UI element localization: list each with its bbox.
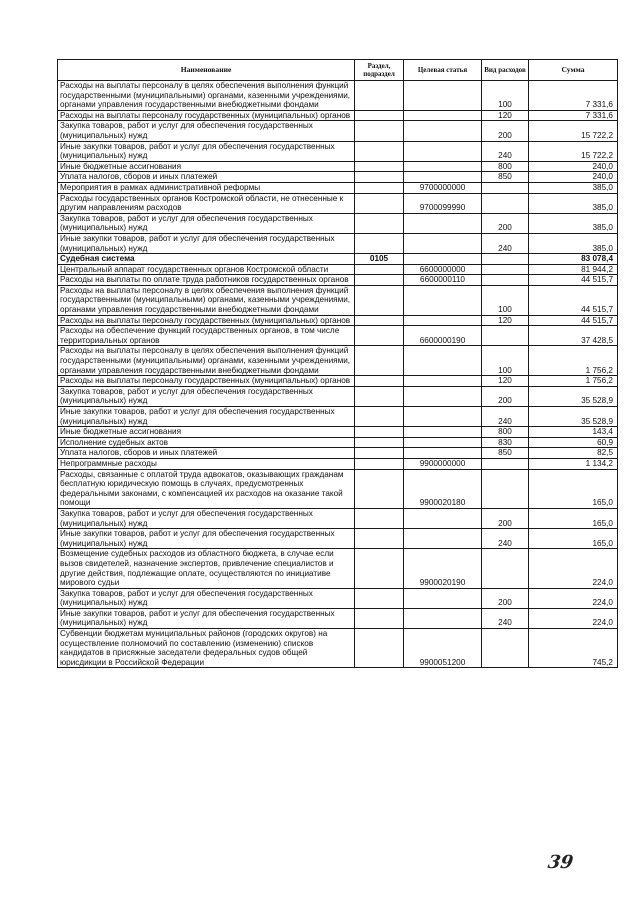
cell-sum: 224,0 (529, 549, 618, 588)
header-name: Наименование (58, 60, 355, 81)
cell-name: Мероприятия в рамках административной реформы (58, 182, 355, 193)
cell-name: Расходы на выплаты персоналу в целях обеспечения выполнения функций государственными (муниципальными) органами, казенными учреждениями, органами управления государственными внебюджетными фондами (58, 346, 355, 376)
cell-name: Иные закупки товаров, работ и услуг для обеспечения государственных (муниципальных) нужд (58, 529, 355, 549)
cell-section (355, 161, 404, 172)
cell-section (355, 386, 404, 406)
cell-name: Закупка товаров, работ и услуг для обеспечения государственных (муниципальных) нужд (58, 121, 355, 141)
cell-name: Иные бюджетные ассигнования (58, 427, 355, 438)
cell-target (404, 376, 482, 387)
cell-target: 9700099990 (404, 193, 482, 213)
cell-name: Иные закупки товаров, работ и услуг для обеспечения государственных (муниципальных) нужд (58, 608, 355, 628)
cell-kind: 200 (482, 386, 529, 406)
table-row (58, 469, 618, 508)
table-row (58, 427, 618, 438)
table-row (58, 326, 618, 346)
table-row (58, 81, 618, 111)
cell-name: Субвенции бюджетам муниципальных районов (городских округов) на осуществление полномочий по составлению (изменению) списков кандидатов в присяжные заседатели федеральных судов общей юрисдикции в Российской Федерации (58, 629, 355, 668)
table-row (58, 172, 618, 183)
cell-name: Закупка товаров, работ и услуг для обеспечения государственных (муниципальных) нужд (58, 588, 355, 608)
cell-target: 6600000110 (404, 275, 482, 286)
cell-sum: 385,0 (529, 233, 618, 253)
cell-sum: 35 528,9 (529, 386, 618, 406)
cell-kind (482, 469, 529, 508)
table-row (58, 386, 618, 406)
cell-section (355, 141, 404, 161)
cell-sum: 44 515,7 (529, 285, 618, 315)
cell-section (355, 285, 404, 315)
cell-name: Иные закупки товаров, работ и услуг для обеспечения государственных (муниципальных) нужд (58, 233, 355, 253)
cell-name: Возмещение судебных расходов из областного бюджета, в случае если вызов свидетелей, назначение экспертов, привлечение специалистов и другие действия, подлежащие оплате, осуществляются по инициативе мирового судьи (58, 549, 355, 588)
cell-kind (482, 182, 529, 193)
cell-target: 9900051200 (404, 629, 482, 668)
cell-sum: 81 944,2 (529, 264, 618, 275)
cell-name: Исполнение судебных актов (58, 437, 355, 448)
cell-target (404, 448, 482, 459)
cell-name: Закупка товаров, работ и услуг для обеспечения государственных (муниципальных) нужд (58, 386, 355, 406)
table-row (58, 254, 618, 265)
table-row (58, 161, 618, 172)
cell-section (355, 233, 404, 253)
cell-target: 6600000000 (404, 264, 482, 275)
table-row (58, 458, 618, 469)
cell-name: Расходы на выплаты персоналу государственных (муниципальных) органов (58, 110, 355, 121)
cell-section (355, 264, 404, 275)
cell-name: Расходы, связанные с оплатой труда адвокатов, оказывающих гражданам бесплатную юридическую помощь в случаях, предусмотренных федеральными законами, с компенсацией их расходов на оказание такой помощи (58, 469, 355, 508)
cell-section (355, 508, 404, 528)
table-row (58, 110, 618, 121)
cell-sum: 37 428,5 (529, 326, 618, 346)
cell-section (355, 275, 404, 286)
cell-target (404, 315, 482, 326)
cell-sum: 35 528,9 (529, 407, 618, 427)
table-row (58, 275, 618, 286)
cell-sum: 224,0 (529, 588, 618, 608)
cell-sum: 745,2 (529, 629, 618, 668)
cell-target (404, 172, 482, 183)
cell-kind: 200 (482, 508, 529, 528)
table-row (58, 437, 618, 448)
cell-kind: 200 (482, 213, 529, 233)
cell-name: Расходы на выплаты персоналу государственных (муниципальных) органов (58, 376, 355, 387)
cell-target (404, 81, 482, 111)
cell-section (355, 529, 404, 549)
cell-kind (482, 629, 529, 668)
table-row (58, 376, 618, 387)
cell-kind: 200 (482, 588, 529, 608)
cell-sum: 7 331,6 (529, 81, 618, 111)
cell-name: Расходы на обеспечение функций государственных органов, в том числе территориальных органов (58, 326, 355, 346)
cell-sum: 385,0 (529, 193, 618, 213)
cell-kind: 100 (482, 346, 529, 376)
cell-kind (482, 458, 529, 469)
cell-target (404, 508, 482, 528)
table-row (58, 141, 618, 161)
cell-section (355, 407, 404, 427)
cell-name: Непрограммные расходы (58, 458, 355, 469)
table-row (58, 315, 618, 326)
cell-kind: 830 (482, 437, 529, 448)
cell-kind: 240 (482, 529, 529, 549)
cell-kind: 120 (482, 315, 529, 326)
cell-kind: 240 (482, 233, 529, 253)
cell-kind: 850 (482, 172, 529, 183)
cell-target: 9700000000 (404, 182, 482, 193)
cell-section (355, 427, 404, 438)
cell-kind: 240 (482, 407, 529, 427)
cell-section (355, 213, 404, 233)
cell-target: 9900020180 (404, 469, 482, 508)
cell-sum: 165,0 (529, 529, 618, 549)
cell-sum: 7 331,6 (529, 110, 618, 121)
table-row (58, 588, 618, 608)
cell-sum: 385,0 (529, 213, 618, 233)
cell-kind (482, 275, 529, 286)
table-row (58, 193, 618, 213)
cell-target (404, 386, 482, 406)
cell-name: Центральный аппарат государственных органов Костромской области (58, 264, 355, 275)
table-row (58, 346, 618, 376)
table-row (58, 233, 618, 253)
cell-name: Иные закупки товаров, работ и услуг для обеспечения государственных (муниципальных) нужд (58, 407, 355, 427)
cell-sum: 15 722,2 (529, 121, 618, 141)
cell-section (355, 437, 404, 448)
cell-section (355, 549, 404, 588)
cell-target (404, 141, 482, 161)
cell-target (404, 588, 482, 608)
cell-sum: 60,9 (529, 437, 618, 448)
cell-name: Иные закупки товаров, работ и услуг для обеспечения государственных (муниципальных) нужд (58, 141, 355, 161)
cell-name: Уплата налогов, сборов и иных платежей (58, 448, 355, 459)
cell-name: Закупка товаров, работ и услуг для обеспечения государственных (муниципальных) нужд (58, 213, 355, 233)
cell-sum: 224,0 (529, 608, 618, 628)
cell-section (355, 458, 404, 469)
cell-section (355, 448, 404, 459)
cell-sum: 44 515,7 (529, 275, 618, 286)
cell-target: 9900020190 (404, 549, 482, 588)
cell-target (404, 427, 482, 438)
table-row (58, 608, 618, 628)
cell-target (404, 233, 482, 253)
cell-kind (482, 254, 529, 265)
cell-sum: 1 134,2 (529, 458, 618, 469)
cell-name: Расходы на выплаты по оплате труда работников государственных органов (58, 275, 355, 286)
table-body (58, 81, 618, 668)
cell-target (404, 161, 482, 172)
cell-section (355, 121, 404, 141)
cell-target (404, 407, 482, 427)
cell-section: 0105 (355, 254, 404, 265)
cell-section (355, 81, 404, 111)
cell-target: 6600000190 (404, 326, 482, 346)
cell-kind (482, 326, 529, 346)
cell-kind (482, 193, 529, 213)
cell-name: Уплата налогов, сборов и иных платежей (58, 172, 355, 183)
header-sum: Сумма (529, 60, 618, 81)
cell-kind: 120 (482, 110, 529, 121)
cell-kind: 800 (482, 427, 529, 438)
cell-section (355, 193, 404, 213)
cell-section (355, 110, 404, 121)
budget-document-page (57, 59, 617, 668)
table-row (58, 549, 618, 588)
table-row (58, 213, 618, 233)
cell-kind: 800 (482, 161, 529, 172)
expenditure-table (57, 59, 618, 668)
cell-name: Расходы на выплаты персоналу в целях обеспечения выполнения функций государственными (муниципальными) органами, казенными учреждениями, органами управления государственными внебюджетными фондами (58, 285, 355, 315)
cell-kind: 100 (482, 81, 529, 111)
table-row (58, 285, 618, 315)
cell-sum: 83 078,4 (529, 254, 618, 265)
table-row (58, 629, 618, 668)
cell-target: 9900000000 (404, 458, 482, 469)
cell-target (404, 121, 482, 141)
table-row (58, 448, 618, 459)
cell-sum: 143,4 (529, 427, 618, 438)
cell-kind: 120 (482, 376, 529, 387)
cell-sum: 240,0 (529, 172, 618, 183)
cell-section (355, 376, 404, 387)
cell-sum: 240,0 (529, 161, 618, 172)
cell-section (355, 315, 404, 326)
table-row (58, 508, 618, 528)
cell-sum: 385,0 (529, 182, 618, 193)
table-row (58, 121, 618, 141)
cell-kind: 200 (482, 121, 529, 141)
cell-sum: 165,0 (529, 469, 618, 508)
cell-section (355, 172, 404, 183)
cell-kind: 240 (482, 608, 529, 628)
cell-kind (482, 549, 529, 588)
cell-name: Расходы на выплаты персоналу государственных (муниципальных) органов (58, 315, 355, 326)
cell-sum: 44 515,7 (529, 315, 618, 326)
table-row (58, 264, 618, 275)
cell-target (404, 254, 482, 265)
table-row (58, 529, 618, 549)
table-row (58, 407, 618, 427)
cell-sum: 165,0 (529, 508, 618, 528)
cell-target (404, 110, 482, 121)
cell-section (355, 588, 404, 608)
cell-section (355, 629, 404, 668)
cell-sum: 82,5 (529, 448, 618, 459)
table-header-row (58, 60, 618, 81)
cell-kind: 100 (482, 285, 529, 315)
cell-target (404, 529, 482, 549)
cell-target (404, 213, 482, 233)
cell-kind (482, 264, 529, 275)
cell-name: Иные бюджетные ассигнования (58, 161, 355, 172)
cell-name: Расходы на выплаты персоналу в целях обеспечения выполнения функций государственными (муниципальными) органами, казенными учреждениями, органами управления государственными внебюджетными фондами (58, 81, 355, 111)
cell-section (355, 346, 404, 376)
cell-sum: 15 722,2 (529, 141, 618, 161)
cell-section (355, 182, 404, 193)
cell-target (404, 346, 482, 376)
cell-sum: 1 756,2 (529, 376, 618, 387)
cell-name: Расходы государственных органов Костромской области, не отнесенные к другим направлениям расходов (58, 193, 355, 213)
cell-section (355, 469, 404, 508)
cell-section (355, 326, 404, 346)
cell-kind: 240 (482, 141, 529, 161)
page-number: 39 (546, 852, 575, 873)
header-kind: Вид расходов (482, 60, 529, 81)
cell-name: Судебная система (58, 254, 355, 265)
cell-name: Закупка товаров, работ и услуг для обеспечения государственных (муниципальных) нужд (58, 508, 355, 528)
table-row (58, 182, 618, 193)
cell-target (404, 285, 482, 315)
cell-kind: 850 (482, 448, 529, 459)
header-target: Целевая статья (404, 60, 482, 81)
cell-target (404, 437, 482, 448)
cell-target (404, 608, 482, 628)
cell-section (355, 608, 404, 628)
header-section: Раздел, подраздел (355, 60, 404, 81)
cell-sum: 1 756,2 (529, 346, 618, 376)
